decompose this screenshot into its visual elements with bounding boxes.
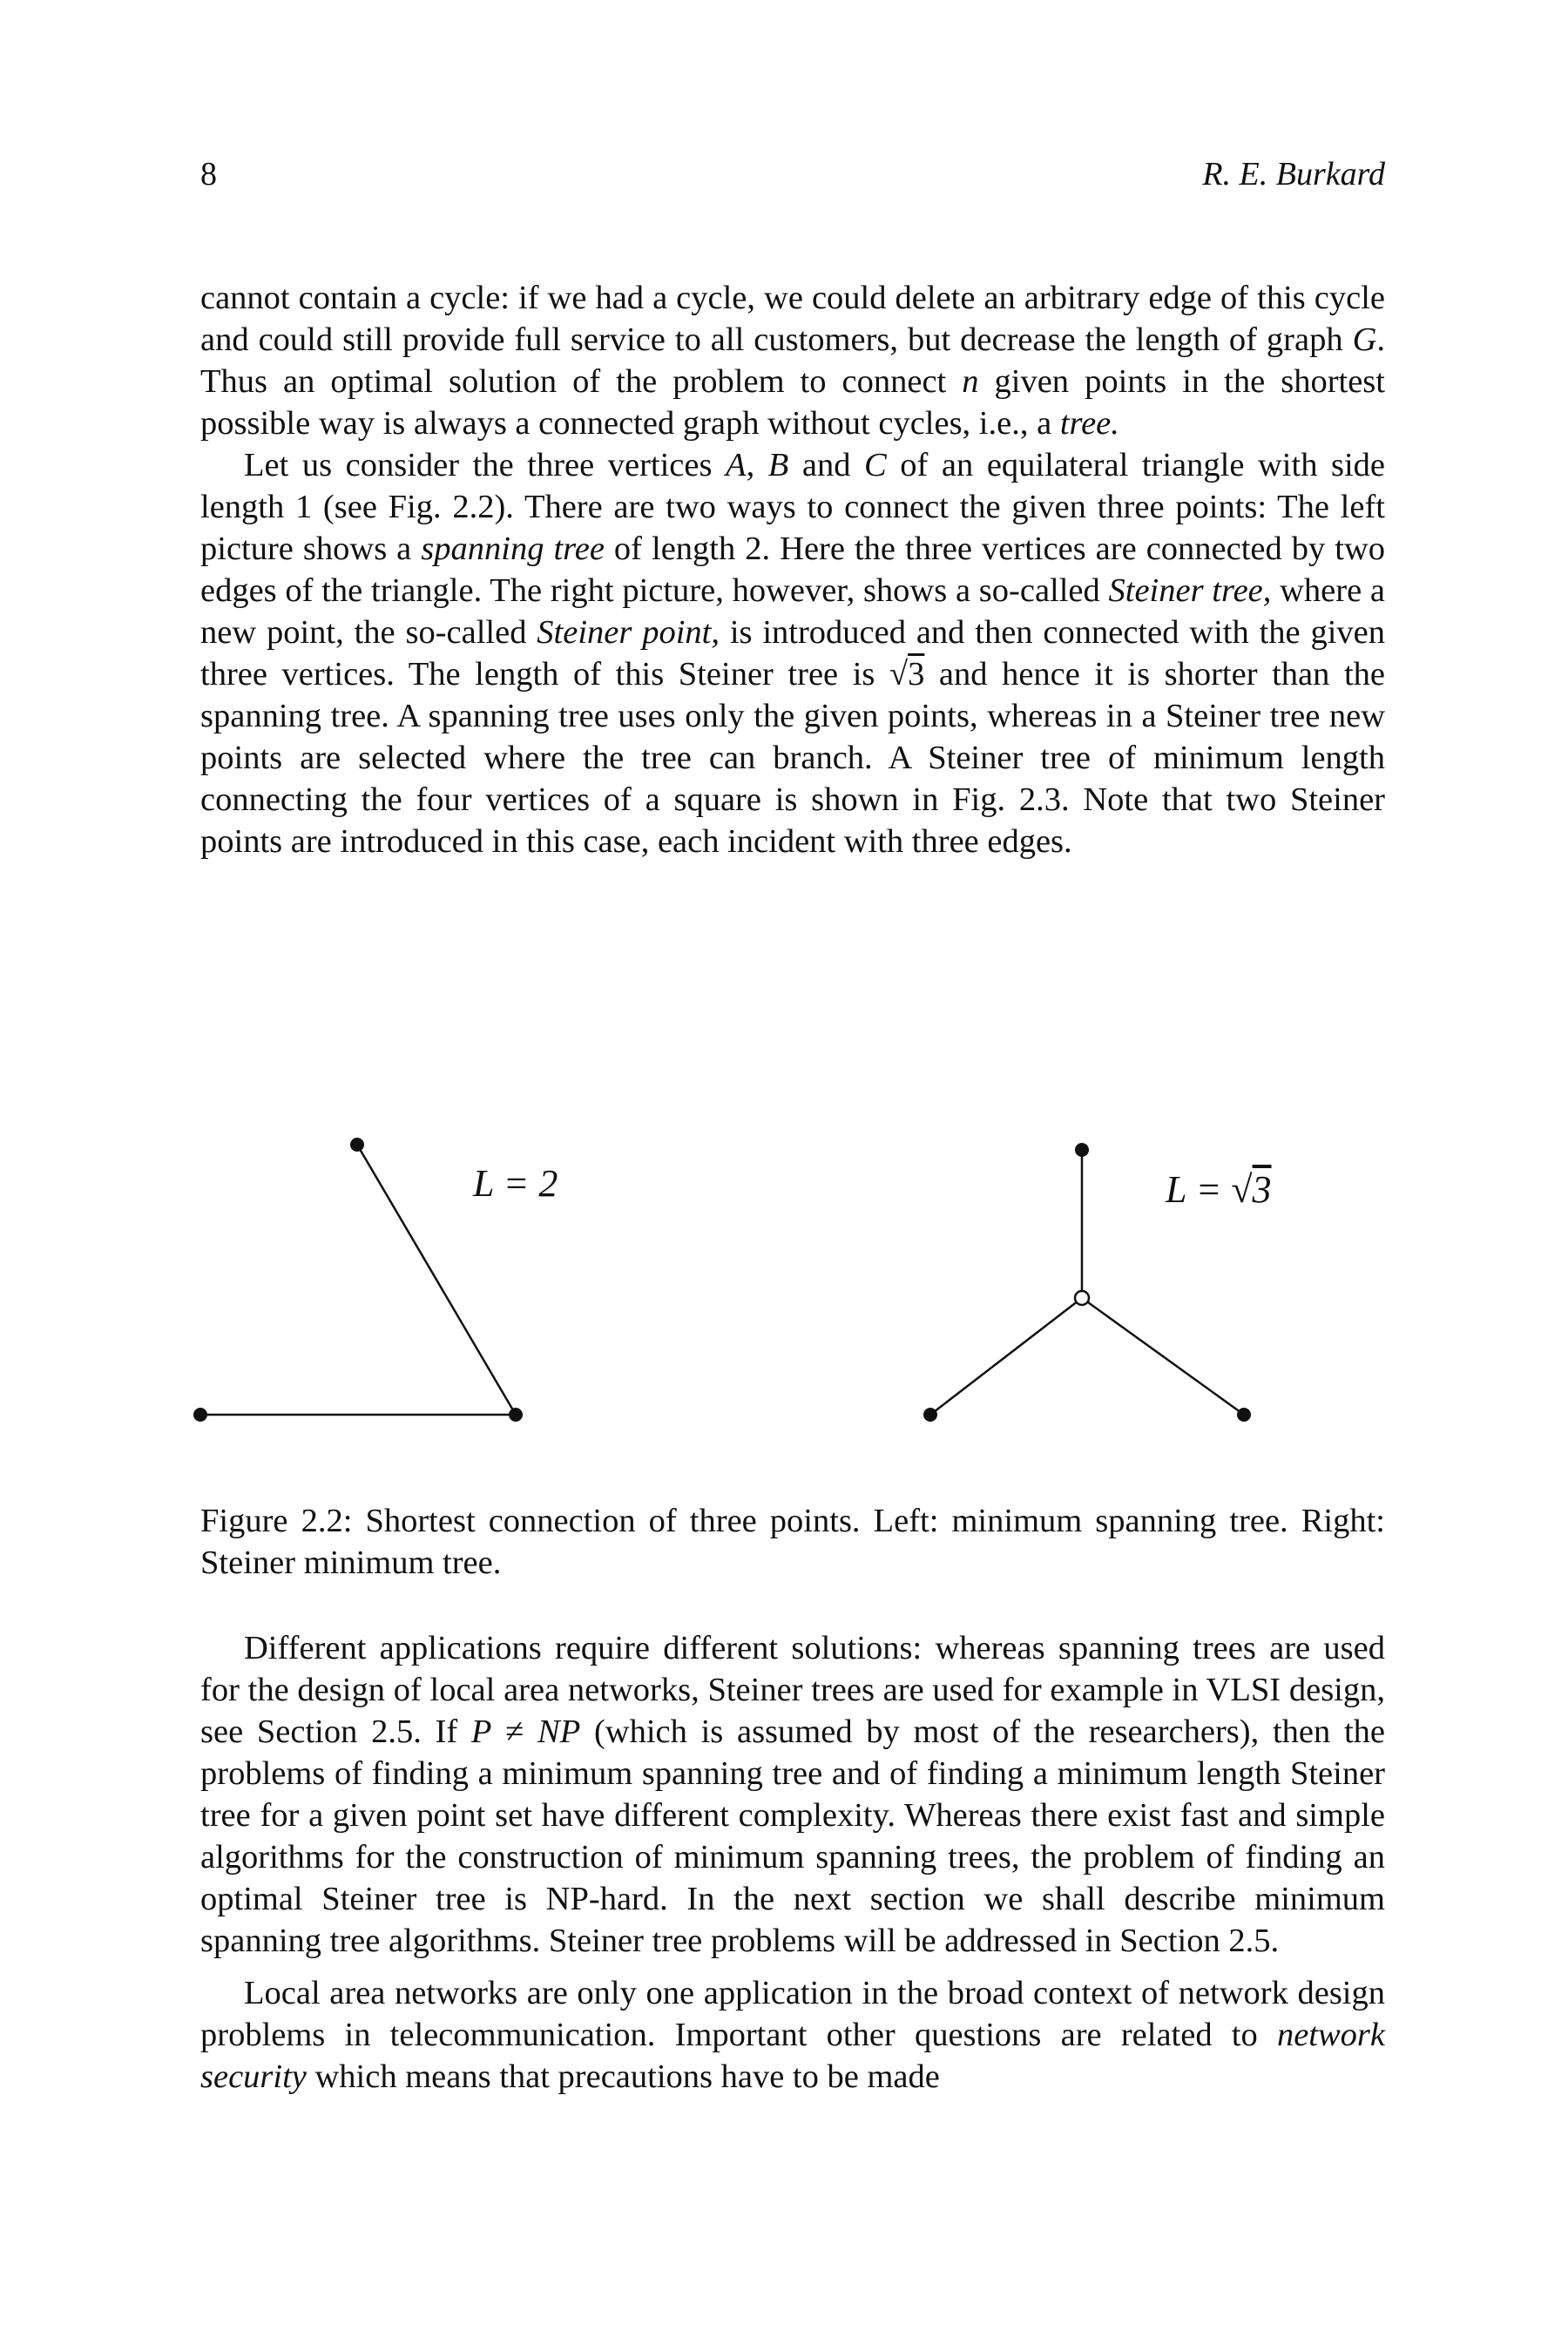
steiner-tree-edge-right [1082, 1298, 1244, 1415]
steiner-tree-vertex-top [1075, 1143, 1089, 1157]
figure-caption: Figure 2.2: Shortest connection of three points. Left: minimum spanning tree. Right: Steiner minimum tree. [200, 1503, 1385, 1581]
figure-2-2-drawing [0, 1115, 1568, 1446]
steiner-tree-vertex-right [1237, 1408, 1251, 1422]
spanning-tree-vertex-left [193, 1408, 207, 1422]
steiner-tree-length-label: L = √3 [1166, 1168, 1272, 1211]
paragraph-local-area-networks: Local area networks are only one application in the broad context of network design problems in telecommunication. Important other questions are related to network security which means that precautions have to be made [200, 1975, 1385, 2095]
figure-2-2 [0, 1115, 1568, 1446]
paragraph-cycle-argument: cannot contain a cycle: if we had a cycle, we could delete an arbitrary edge of this cycle and could still provide full service to all customers, but decrease the length of graph G. Thus an optimal solution of the problem to connect n given points in the shortest possible way is always a connected graph without cycles, i.e., a tree. [200, 280, 1385, 442]
text-block-bottom [200, 1627, 1385, 2098]
spanning-tree-vertex-top [350, 1138, 364, 1152]
paragraph-equilateral-triangle: Let us consider the three vertices A, B and C of an equilateral triangle with side length 1 (see Fig. 2.2). There are two ways to connect the given three points: The left picture shows a spanning tree of length 2. Here the three vertices are connected by two edges of the triangle. The right picture, however, shows a so-called Steiner tree, where a new point, the so-called Steiner point, is introduced and then connected with the given three vertices. The length of this Steiner tree is √3 and hence it is shorter than the spanning tree. A spanning tree uses only the given points, whereas in a Steiner tree new points are selected where the tree can branch. A Steiner tree of minimum length connecting the four vertices of a square is shown in Fig. 2.3. Note that two Steiner points are introduced in this case, each incident with three edges. [200, 447, 1386, 860]
steiner-tree-edge-left [930, 1298, 1082, 1415]
spanning-tree-length-label: L = 2 [473, 1162, 558, 1205]
spanning-tree-vertex-right [509, 1408, 523, 1422]
running-header [200, 155, 1385, 199]
text-block-top [200, 277, 1385, 862]
paragraph-applications: Different applications require different solutions: whereas spanning trees are used for the design of local area networks, Steiner trees are used for example in VLSI design, see Section 2.5. If P ≠ NP (which is assumed by most of the researchers), then the problems of finding a minimum spanning tree and of finding a minimum length Steiner tree for a given point set have different complexity. Whereas there exist fast and simple algorithms for the construction of minimum spanning trees, the problem of finding an optimal Steiner tree is NP-hard. In the next section we shall describe minimum spanning tree algorithms. Steiner tree problems will be addressed in Section 2.5. [200, 1630, 1385, 1959]
steiner-tree-vertex-left [923, 1408, 937, 1422]
running-author: R. E. Burkard [1202, 156, 1385, 193]
page-number: 8 [200, 156, 217, 193]
steiner-point [1075, 1291, 1089, 1305]
spanning-tree-diagram [200, 1145, 516, 1415]
